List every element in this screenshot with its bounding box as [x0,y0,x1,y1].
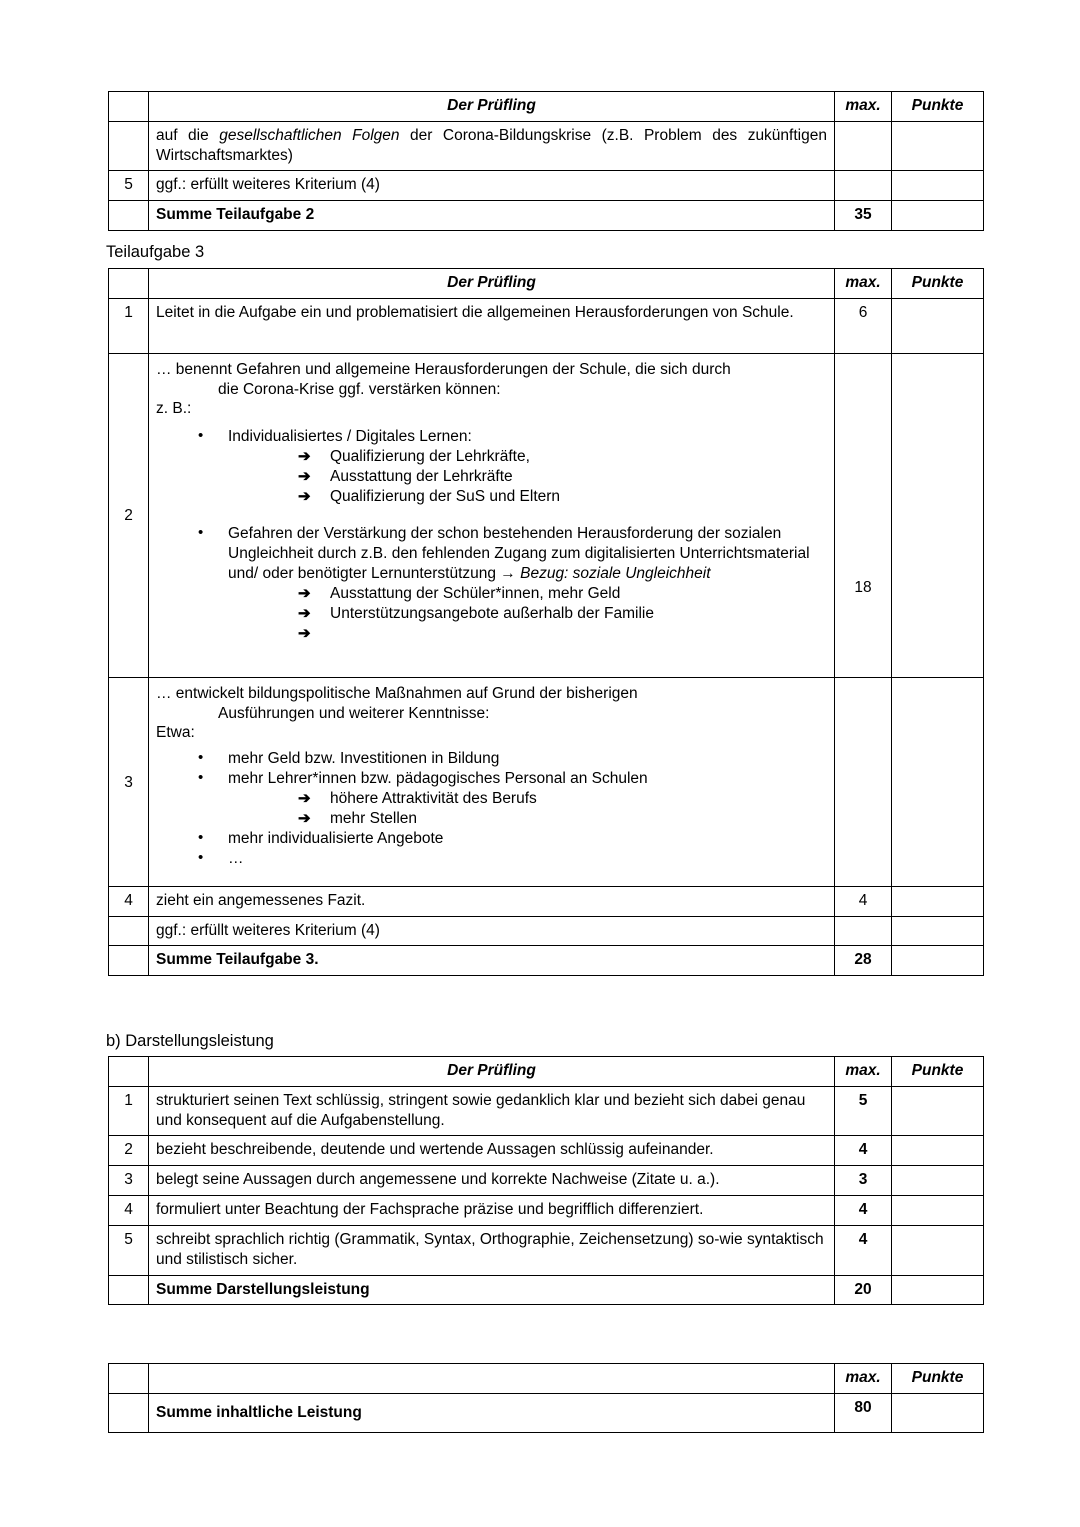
arrow-icon: ➔ [298,468,311,486]
arrow-icon: ➔ [298,624,311,642]
bullet-icon: • [198,848,204,866]
table-teilaufgabe-3 [108,268,984,976]
lead-line-1: … benennt Gefahren und allgemeine Herausforderungen der Schule, die sich durch [156,360,731,378]
table-teilaufgabe-2 [108,91,984,231]
row-max-points[interactable]: 4 [835,1136,892,1166]
table-row [109,886,984,916]
row-awarded-points[interactable] [892,886,984,916]
lead-line-2: die Corona-Krise ggf. verstärken können: [218,380,501,398]
row-number: 5 [109,171,149,201]
header-cell-blank-text [149,1364,835,1394]
row-max-points[interactable]: 4 [835,1196,892,1226]
header-cell-max: max. [835,269,892,299]
arrow-text: Ausstattung der Schüler*innen, mehr Geld [330,584,621,602]
header-cell-blank [109,1057,149,1087]
header-cell-max: max. [835,92,892,122]
row-criterion-text [149,353,835,677]
criterion-lead [156,360,827,400]
summary-number-blank [109,946,149,976]
header-cell-max: max. [835,1057,892,1087]
row-number: 1 [109,298,149,353]
section-caption-darstellungsleistung: b) Darstellungsleistung [106,1032,274,1050]
table-row [109,1086,984,1136]
summary-awarded-points[interactable] [892,201,984,231]
criterion-bullet-list [156,427,827,643]
example-intro: z. B.: [156,400,192,418]
bullet-icon: • [198,828,204,846]
list-item [228,584,827,604]
row-number [109,121,149,171]
summary-awarded-points[interactable] [892,946,984,976]
summary-awarded-points[interactable] [892,1393,984,1432]
row-criterion-text [149,677,835,886]
row-awarded-points[interactable] [892,1225,984,1275]
criterion-text-part1: auf die [156,126,220,144]
row-criterion-text: strukturiert seinen Text schlüssig, stringent sowie gedanklich klar und bezieht sich dabei genau und konsequent auf die Aufgabenstellung. [149,1086,835,1136]
header-cell-blank [109,92,149,122]
row-criterion-text: zieht ein angemessenes Fazit. [149,886,835,916]
row-awarded-points[interactable] [892,1166,984,1196]
row-criterion-text: schreibt sprachlich richtig (Grammatik, Syntax, Orthographie, Zeichensetzung) so-wie syntaktisch und stilistisch sicher. [149,1225,835,1275]
row-awarded-points[interactable] [892,677,984,886]
arrow-text: mehr Stellen [330,809,418,827]
row-criterion-text: belegt seine Aussagen durch angemessene und korrekte Nachweise (Zitate u. a.). [149,1166,835,1196]
row-max-points[interactable] [835,677,892,886]
list-item [156,829,827,849]
row-awarded-points[interactable] [892,298,984,353]
table-summary-row [109,1393,984,1432]
row-max-points[interactable] [835,916,892,946]
bullet-icon: • [198,524,204,542]
table-row [109,298,984,353]
bullet-text-part1: Gefahren der Verstärkung der schon bestehenden Herausforderung der sozialen Ungleichheit durch z.B. den fehlenden Zugang zum digitalisierten Unterrichtsmaterial und/ oder benötigter Lernunterstützung → [228,525,810,582]
row-number: 3 [109,677,149,886]
row-number: 4 [109,886,149,916]
table-summary-row [109,946,984,976]
bullet-text: Individualisiertes / Digitales Lernen: [228,428,472,446]
row-max-points[interactable] [835,121,892,171]
list-item [156,427,827,507]
header-cell-pruefling: Der Prüfling [149,92,835,122]
list-item [156,849,827,869]
header-cell-punkte: Punkte [892,1057,984,1087]
row-number: 1 [109,1086,149,1136]
row-max-points[interactable]: 4 [835,886,892,916]
table-row [109,916,984,946]
row-number: 4 [109,1196,149,1226]
criterion-bullet-list [156,749,827,868]
bullet-icon: • [198,749,204,767]
table-row [109,1196,984,1226]
arrow-text: Unterstützungsangebote außerhalb der Familie [330,604,654,622]
summary-number-blank [109,1393,149,1432]
lead-line-2: Ausführungen und weiterer Kenntnisse: [218,704,490,722]
summary-label: Summe inhaltliche Leistung [149,1393,835,1432]
table-header-row [109,1057,984,1087]
list-item [228,447,827,467]
header-cell-punkte: Punkte [892,269,984,299]
header-cell-pruefling: Der Prüfling [149,1057,835,1087]
arrow-icon: ➔ [298,584,311,602]
row-awarded-points[interactable] [892,916,984,946]
table-row [109,121,984,171]
row-criterion-text [149,121,835,171]
summary-max-points: 28 [835,946,892,976]
row-max-points[interactable]: 4 [835,1225,892,1275]
row-criterion-text: ggf.: erfüllt weiteres Kriterium (4) [149,171,835,201]
row-awarded-points[interactable] [892,1196,984,1226]
bullet-text: mehr Geld bzw. Investitionen in Bildung [228,750,500,768]
row-number [109,916,149,946]
arrow-sublist [228,447,827,507]
arrow-sublist [228,584,827,644]
row-awarded-points[interactable] [892,171,984,201]
row-number: 3 [109,1166,149,1196]
list-item [228,624,827,644]
row-awarded-points[interactable] [892,1136,984,1166]
criterion-lead [156,684,827,724]
table-row [109,677,984,886]
row-number: 2 [109,1136,149,1166]
arrow-icon: ➔ [298,604,311,622]
header-cell-max: max. [835,1364,892,1394]
arrow-icon: ➔ [298,789,311,807]
row-max-points[interactable]: 18 [835,353,892,677]
list-item [228,604,827,624]
summary-max-points: 80 [835,1393,892,1432]
section-caption-teilaufgabe-3: Teilaufgabe 3 [106,243,205,261]
arrow-icon: ➔ [298,488,311,506]
criterion-text-part2: der Corona-Bildungskrise (z.B. Problem des zukünftigen Wirtschaftsmarktes) [156,126,827,164]
summary-number-blank [109,1275,149,1305]
table-header-row [109,1364,984,1394]
row-criterion-text: formuliert unter Beachtung der Fachsprache präzise und begrifflich differenziert. [149,1196,835,1226]
table-row [109,1225,984,1275]
bullet-text: mehr Lehrer*innen bzw. pädagogisches Personal an Schulen [228,770,648,788]
row-number: 2 [109,353,149,677]
list-item [156,749,827,769]
summary-label: Summe Darstellungsleistung [149,1275,835,1305]
summary-label: Summe Teilaufgabe 3. [149,946,835,976]
row-criterion-text: Leitet in die Aufgabe ein und problematisiert die allgemeinen Herausforderungen von Schule. [149,298,835,353]
row-max-points[interactable]: 6 [835,298,892,353]
list-item [228,487,827,507]
arrow-text: höhere Attraktivität des Berufs [330,789,537,807]
arrow-icon: ➔ [298,809,311,827]
row-awarded-points[interactable] [892,353,984,677]
row-max-points[interactable]: 3 [835,1166,892,1196]
row-max-points[interactable] [835,171,892,201]
row-awarded-points[interactable] [892,121,984,171]
row-max-points[interactable]: 5 [835,1086,892,1136]
row-number: 5 [109,1225,149,1275]
table-row [109,353,984,677]
list-item [156,524,827,643]
summary-max-points: 35 [835,201,892,231]
row-criterion-text: bezieht beschreibende, deutende und wertende Aussagen schlüssig aufeinander. [149,1136,835,1166]
row-criterion-text: ggf.: erfüllt weiteres Kriterium (4) [149,916,835,946]
header-cell-pruefling: Der Prüfling [149,269,835,299]
arrow-sublist [228,789,827,829]
bullet-text-emphasis: Bezug: soziale Ungleichheit [520,564,711,582]
list-item [156,769,827,829]
bullet-text: mehr individualisierte Angebote [228,829,444,847]
table-row [109,171,984,201]
arrow-text: Qualifizierung der Lehrkräfte, [330,448,530,466]
table-row [109,1166,984,1196]
row-awarded-points[interactable] [892,1086,984,1136]
list-item [228,467,827,487]
arrow-icon: ➔ [298,448,311,466]
arrow-text: Ausstattung der Lehrkräfte [330,468,513,486]
header-cell-blank [109,1364,149,1394]
table-header-row [109,269,984,299]
criterion-text-emphasis: gesellschaftlichen Folgen [219,126,400,144]
table-header-row [109,92,984,122]
summary-label: Summe Teilaufgabe 2 [149,201,835,231]
header-cell-punkte: Punkte [892,92,984,122]
table-summe-inhaltliche-leistung [108,1363,984,1433]
table-row [109,1136,984,1166]
bullet-icon: • [198,427,204,445]
list-item [228,789,827,809]
table-summary-row [109,201,984,231]
bullet-icon: • [198,769,204,787]
table-darstellungsleistung [108,1056,984,1305]
bullet-text: … [228,849,244,867]
summary-number-blank [109,201,149,231]
summary-awarded-points[interactable] [892,1275,984,1305]
arrow-text: Qualifizierung der SuS und Eltern [330,488,561,506]
summary-max-points: 20 [835,1275,892,1305]
lead-line-1: … entwickelt bildungspolitische Maßnahmen auf Grund der bisherigen [156,684,638,702]
header-cell-punkte: Punkte [892,1364,984,1394]
list-item [228,809,827,829]
header-cell-blank [109,269,149,299]
bullet-text [228,524,827,583]
table-summary-row [109,1275,984,1305]
example-intro: Etwa: [156,724,195,742]
